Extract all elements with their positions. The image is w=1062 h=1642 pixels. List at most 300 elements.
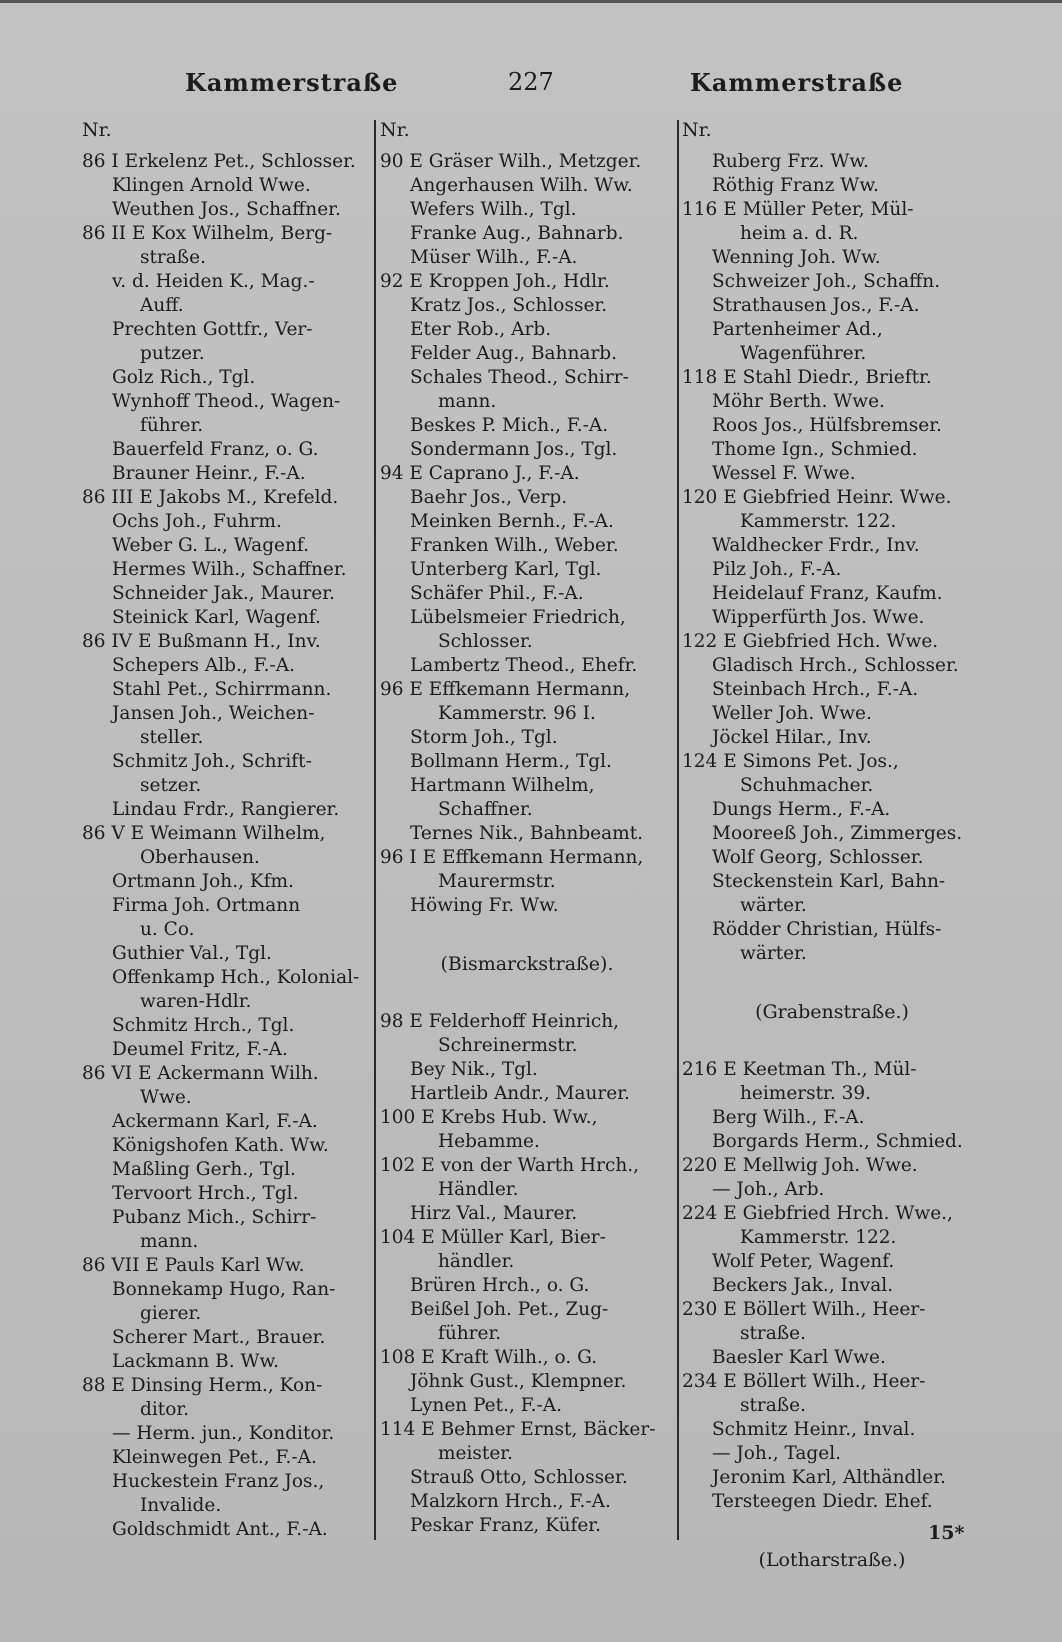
entry-text: 102 E von der Warth Hrch.,	[380, 1155, 639, 1176]
entry-text: Berg Wilh., F.-A.	[712, 1107, 865, 1128]
resident-entry	[82, 1014, 372, 1038]
entry-continuation	[380, 1442, 674, 1466]
entry-text: Ortmann Joh., Kfm.	[112, 871, 294, 892]
entry-text: Steinick Karl, Wagenf.	[112, 607, 321, 628]
entry-text: — Joh., Tagel.	[712, 1443, 842, 1464]
entry-text: Kammerstr. 122.	[740, 1227, 897, 1248]
column-3-entries	[682, 150, 982, 1572]
entry-text: Bollmann Herm., Tgl.	[410, 751, 612, 772]
entry-text: Pubanz Mich., Schirr-	[112, 1207, 317, 1228]
entry-text: 96 E Effkemann Hermann,	[380, 679, 631, 700]
entry-text: Gladisch Hrch., Schlosser.	[712, 655, 959, 676]
entry-text: Müser Wilh., F.-A.	[410, 247, 578, 268]
entry-text: Klingen Arnold Wwe.	[112, 175, 311, 196]
entry-text: Huckestein Franz Jos.,	[112, 1471, 325, 1492]
house-entry	[380, 846, 674, 870]
entry-text: Lambertz Theod., Ehefr.	[410, 655, 638, 676]
entry-continuation	[82, 1086, 372, 1110]
entry-text: Schepers Alb., F.-A.	[112, 655, 295, 676]
house-entry	[682, 1298, 982, 1322]
resident-entry	[82, 198, 372, 222]
entry-text: Roos Jos., Hülfsbremser.	[712, 415, 942, 436]
entry-text: Baesler Karl Wwe.	[712, 1347, 886, 1368]
house-entry	[82, 486, 372, 510]
house-entry	[682, 486, 982, 510]
entry-text: wärter.	[740, 895, 807, 916]
entry-text: 88 E Dinsing Herm., Kon-	[82, 1375, 323, 1396]
entry-text: Wefers Wilh., Tgl.	[410, 199, 577, 220]
entry-continuation	[380, 798, 674, 822]
entry-text: Kammerstr. 96 I.	[438, 703, 596, 724]
entry-text: wärter.	[740, 943, 807, 964]
section-gap	[380, 976, 674, 1010]
entry-text: Oberhausen.	[140, 847, 260, 868]
entry-text: Hebamme.	[438, 1131, 540, 1152]
entry-text: Weuthen Jos., Schaffner.	[112, 199, 341, 220]
entry-text: Kammerstr. 122.	[740, 511, 897, 532]
entry-text: Scherer Mart., Brauer.	[112, 1327, 326, 1348]
resident-entry	[380, 558, 674, 582]
entry-text: 100 E Krebs Hub. Ww.,	[380, 1107, 598, 1128]
entry-text: 86 IV E Bußmann H., Inv.	[82, 631, 321, 652]
resident-entry	[682, 558, 982, 582]
entry-text: 230 E Böllert Wilh., Heer-	[682, 1299, 926, 1320]
entry-text: Angerhausen Wilh. Ww.	[410, 175, 633, 196]
entry-continuation	[380, 1034, 674, 1058]
resident-entry	[682, 726, 982, 750]
entry-text: gierer.	[140, 1303, 202, 1324]
nr-label: Nr.	[82, 119, 112, 141]
resident-entry	[380, 174, 674, 198]
resident-entry	[682, 846, 982, 870]
resident-entry	[82, 1110, 372, 1134]
resident-entry	[380, 1274, 674, 1298]
entry-text: Hermes Wilh., Schaffner.	[112, 559, 347, 580]
house-entry	[380, 1418, 674, 1442]
resident-entry	[682, 1130, 982, 1154]
entry-text: 86 VII E Pauls Karl Ww.	[82, 1255, 305, 1276]
entry-continuation	[380, 870, 674, 894]
entry-text: steller.	[140, 727, 204, 748]
resident-entry	[82, 174, 372, 198]
entry-text: straße.	[740, 1395, 806, 1416]
entry-text: Wolf Peter, Wagenf.	[712, 1251, 895, 1272]
house-entry	[380, 270, 674, 294]
resident-entry	[682, 654, 982, 678]
entry-text: Auff.	[140, 295, 184, 316]
entry-text: Borgards Herm., Schmied.	[712, 1131, 963, 1152]
entry-continuation	[682, 774, 982, 798]
entry-text: Heidelauf Franz, Kaufm.	[712, 583, 943, 604]
resident-entry	[682, 246, 982, 270]
entry-text: Jansen Joh., Weichen-	[112, 703, 315, 724]
resident-entry	[82, 462, 372, 486]
nr-label: Nr.	[380, 119, 410, 141]
resident-entry	[82, 534, 372, 558]
entry-text: 86 I Erkelenz Pet., Schlosser.	[82, 151, 356, 172]
resident-entry	[82, 1350, 372, 1374]
resident-entry	[682, 270, 982, 294]
entry-text: Brüren Hrch., o. G.	[410, 1275, 590, 1296]
entry-text: Maßling Gerh., Tgl.	[112, 1159, 296, 1180]
entry-text: Baehr Jos., Verp.	[410, 487, 568, 508]
entry-text: meister.	[438, 1443, 513, 1464]
entry-continuation	[82, 414, 372, 438]
entry-text: Schweizer Joh., Schaffn.	[712, 271, 941, 292]
column-1	[82, 116, 372, 1542]
entry-text: Lindau Frdr., Rangierer.	[112, 799, 340, 820]
resident-entry	[380, 510, 674, 534]
resident-entry	[82, 1446, 372, 1470]
entry-continuation	[682, 1082, 982, 1106]
entry-continuation	[82, 1302, 372, 1326]
entry-text: Steckenstein Karl, Bahn-	[712, 871, 946, 892]
entry-continuation	[682, 222, 982, 246]
entry-continuation	[380, 1178, 674, 1202]
entry-text: händler.	[438, 1251, 515, 1272]
resident-entry	[682, 318, 982, 342]
house-entry	[82, 222, 372, 246]
entry-text: 94 E Caprano J., F.-A.	[380, 463, 580, 484]
entry-text: Wessel F. Wwe.	[712, 463, 856, 484]
entry-continuation	[82, 246, 372, 270]
resident-entry	[380, 366, 674, 390]
entry-text: Felder Aug., Bahnarb.	[410, 343, 618, 364]
entry-text: Deumel Fritz, F.-A.	[112, 1039, 288, 1060]
entry-text: Schmitz Hrch., Tgl.	[112, 1015, 295, 1036]
resident-entry	[380, 1082, 674, 1106]
resident-entry	[380, 318, 674, 342]
resident-entry	[682, 1346, 982, 1370]
entry-continuation	[82, 774, 372, 798]
entry-text: Wolf Georg, Schlosser.	[712, 847, 924, 868]
entry-text: Tervoort Hrch., Tgl.	[112, 1183, 299, 1204]
entry-text: Malzkorn Hrch., F.-A.	[410, 1491, 611, 1512]
resident-entry	[682, 1178, 982, 1202]
entry-text: Sondermann Jos., Tgl.	[410, 439, 618, 460]
entry-text: 116 E Müller Peter, Mül-	[682, 199, 914, 220]
resident-entry	[380, 246, 674, 270]
entry-text: putzer.	[140, 343, 205, 364]
entry-text: 86 III E Jakobs M., Krefeld.	[82, 487, 339, 508]
street-section-heading: (Grabenstraße.)	[755, 1001, 909, 1023]
entry-continuation	[82, 918, 372, 942]
header-street-right: Kammerstraße	[690, 68, 904, 97]
resident-entry	[380, 606, 674, 630]
resident-entry	[682, 150, 982, 174]
entry-text: Beckers Jak., Inval.	[712, 1275, 894, 1296]
house-entry	[380, 1106, 674, 1130]
entry-text: 98 E Felderhoff Heinrich,	[380, 1011, 620, 1032]
resident-entry	[380, 1058, 674, 1082]
resident-entry	[380, 486, 674, 510]
entry-text: Bey Nik., Tgl.	[410, 1059, 538, 1080]
entry-text: Firma Joh. Ortmann	[112, 895, 301, 916]
entry-text: Franken Wilh., Weber.	[410, 535, 619, 556]
column-2	[380, 116, 674, 1538]
entry-text: 220 E Mellwig Joh. Wwe.	[682, 1155, 918, 1176]
resident-entry	[380, 1394, 674, 1418]
resident-entry	[82, 1326, 372, 1350]
header-street-left: Kammerstraße	[185, 68, 399, 97]
entry-continuation	[682, 942, 982, 966]
entry-continuation	[682, 1322, 982, 1346]
resident-entry	[82, 582, 372, 606]
resident-entry	[380, 1466, 674, 1490]
entry-text: Jöhnk Gust., Klempner.	[410, 1371, 627, 1392]
entry-continuation	[380, 702, 674, 726]
entry-text: Beskes P. Mich., F.-A.	[410, 415, 609, 436]
entry-text: Peskar Franz, Küfer.	[410, 1515, 601, 1536]
entry-continuation	[380, 390, 674, 414]
resident-entry	[380, 414, 674, 438]
entry-text: 108 E Kraft Wilh., o. G.	[380, 1347, 598, 1368]
entry-text: Eter Rob., Arb.	[410, 319, 552, 340]
house-entry	[380, 678, 674, 702]
resident-entry	[380, 1370, 674, 1394]
resident-entry	[82, 1422, 372, 1446]
resident-entry	[682, 822, 982, 846]
column-3	[682, 116, 982, 1572]
resident-entry	[682, 1250, 982, 1274]
entry-text: waren-Hdlr.	[140, 991, 252, 1012]
entry-text: Hartleib Andr., Maurer.	[410, 1083, 630, 1104]
resident-entry	[82, 870, 372, 894]
resident-entry	[82, 894, 372, 918]
entry-text: Schlosser.	[438, 631, 533, 652]
entry-text: 90 E Gräser Wilh., Metzger.	[380, 151, 642, 172]
house-entry	[682, 1154, 982, 1178]
resident-entry	[682, 462, 982, 486]
resident-entry	[682, 798, 982, 822]
resident-entry	[82, 1134, 372, 1158]
house-entry	[82, 1374, 372, 1398]
entry-text: Mooreeß Joh., Zimmerges.	[712, 823, 963, 844]
entry-text: 122 E Giebfried Hch. Wwe.	[682, 631, 939, 652]
entry-text: Hirz Val., Maurer.	[410, 1203, 578, 1224]
resident-entry	[82, 966, 372, 990]
entry-text: Händler.	[438, 1179, 519, 1200]
entry-continuation	[682, 1226, 982, 1250]
nr-label: Nr.	[682, 119, 712, 141]
entry-text: Rödder Christian, Hülfs-	[712, 919, 942, 940]
resident-entry	[82, 942, 372, 966]
street-section-heading: (Bismarckstraße).	[440, 953, 614, 975]
entry-continuation	[682, 342, 982, 366]
resident-entry	[82, 318, 372, 342]
house-entry	[82, 1254, 372, 1278]
house-entry	[682, 366, 982, 390]
top-border	[0, 0, 1062, 3]
entry-text: Hartmann Wilhelm,	[410, 775, 595, 796]
entry-continuation	[82, 726, 372, 750]
house-entry	[82, 630, 372, 654]
entry-text: Schmitz Joh., Schrift-	[112, 751, 312, 772]
entry-text: Möhr Berth. Wwe.	[712, 391, 885, 412]
resident-entry	[682, 1418, 982, 1442]
house-entry	[682, 198, 982, 222]
entry-text: Röthig Franz Ww.	[712, 175, 879, 196]
entry-text: Storm Joh., Tgl.	[410, 727, 558, 748]
entry-text: Wynhoff Theod., Wagen-	[112, 391, 341, 412]
house-entry	[682, 750, 982, 774]
entry-continuation	[380, 1130, 674, 1154]
entry-text: 86 VI E Ackermann Wilh.	[82, 1063, 319, 1084]
resident-entry	[682, 390, 982, 414]
entry-text: Lackmann B. Ww.	[112, 1351, 280, 1372]
street-section-heading: (Lotharstraße.)	[758, 1549, 906, 1571]
entry-text: Wipperfürth Jos. Wwe.	[712, 607, 925, 628]
resident-entry	[682, 918, 982, 942]
entry-text: straße.	[140, 247, 206, 268]
entry-text: Pilz Joh., F.-A.	[712, 559, 842, 580]
entry-continuation	[82, 1230, 372, 1254]
resident-entry	[82, 1038, 372, 1062]
entry-text: Guthier Val., Tgl.	[112, 943, 272, 964]
entry-text: u. Co.	[140, 919, 195, 940]
entry-text: Schmitz Heinr., Inval.	[712, 1419, 916, 1440]
house-entry	[682, 1202, 982, 1226]
resident-entry	[82, 438, 372, 462]
section-gap	[380, 918, 674, 952]
resident-entry	[682, 606, 982, 630]
entry-text: Weller Joh. Wwe.	[712, 703, 872, 724]
entry-text: Lübelsmeier Friedrich,	[410, 607, 626, 628]
entry-text: Jöckel Hilar., Inv.	[712, 727, 872, 748]
entry-text: Golz Rich., Tgl.	[112, 367, 256, 388]
column-1-entries	[82, 150, 372, 1542]
entry-text: Höwing Fr. Ww.	[410, 895, 559, 916]
entry-text: Ackermann Karl, F.-A.	[112, 1111, 318, 1132]
section-gap	[682, 1024, 982, 1058]
entry-text: Bauerfeld Franz, o. G.	[112, 439, 319, 460]
entry-text: 86 V E Weimann Wilhelm,	[82, 823, 326, 844]
entry-continuation	[82, 846, 372, 870]
house-entry	[682, 630, 982, 654]
house-entry	[82, 150, 372, 174]
resident-entry	[682, 1490, 982, 1514]
resident-entry	[82, 678, 372, 702]
entry-continuation	[82, 1494, 372, 1518]
entry-text: Beißel Joh. Pet., Zug-	[410, 1299, 609, 1320]
resident-entry	[682, 414, 982, 438]
resident-entry	[82, 1278, 372, 1302]
entry-text: Waldhecker Frdr., Inv.	[712, 535, 920, 556]
entry-text: — Joh., Arb.	[712, 1179, 825, 1200]
entry-text: Brauner Heinr., F.-A.	[112, 463, 306, 484]
resident-entry	[380, 534, 674, 558]
column-divider-1	[374, 120, 376, 1540]
entry-text: Kleinwegen Pet., F.-A.	[112, 1447, 317, 1468]
entry-text: führer.	[438, 1323, 502, 1344]
entry-text: 124 E Simons Pet. Jos.,	[682, 751, 899, 772]
entry-text: 224 E Giebfried Hrch. Wwe.,	[682, 1203, 953, 1224]
house-entry	[380, 462, 674, 486]
resident-entry	[380, 774, 674, 798]
entry-continuation	[82, 1398, 372, 1422]
resident-entry	[380, 222, 674, 246]
entry-text: Offenkamp Hch., Kolonial-	[112, 967, 360, 988]
resident-entry	[82, 1470, 372, 1494]
entry-continuation	[682, 894, 982, 918]
entry-text: ditor.	[140, 1399, 190, 1420]
signature-mark: 15*	[928, 1522, 965, 1544]
entry-text: Tersteegen Diedr. Ehef.	[712, 1491, 933, 1512]
entry-text: mann.	[140, 1231, 199, 1252]
resident-entry	[82, 798, 372, 822]
entry-text: Unterberg Karl, Tgl.	[410, 559, 602, 580]
entry-text: Ruberg Frz. Ww.	[712, 151, 869, 172]
entry-text: — Herm. jun., Konditor.	[112, 1423, 335, 1444]
entry-continuation	[380, 1322, 674, 1346]
entry-text: v. d. Heiden K., Mag.-	[112, 271, 315, 292]
resident-entry	[82, 1518, 372, 1542]
entry-text: Invalide.	[140, 1495, 222, 1516]
resident-entry	[682, 1466, 982, 1490]
entry-text: Steinbach Hrch., F.-A.	[712, 679, 919, 700]
entry-text: Wwe.	[140, 1087, 192, 1108]
resident-entry	[380, 1490, 674, 1514]
resident-entry	[380, 822, 674, 846]
entry-text: Meinken Bernh., F.-A.	[410, 511, 614, 532]
entry-text: Schreinermstr.	[438, 1035, 578, 1056]
entry-text: 104 E Müller Karl, Bier-	[380, 1227, 606, 1248]
resident-entry	[682, 702, 982, 726]
entry-text: setzer.	[140, 775, 202, 796]
resident-entry	[380, 294, 674, 318]
resident-entry	[82, 390, 372, 414]
resident-entry	[380, 750, 674, 774]
resident-entry	[380, 894, 674, 918]
house-entry	[380, 1346, 674, 1370]
entry-text: Weber G. L., Wagenf.	[112, 535, 309, 556]
resident-entry	[82, 366, 372, 390]
house-entry	[380, 1010, 674, 1034]
resident-entry	[380, 726, 674, 750]
entry-text: 96 I E Effkemann Hermann,	[380, 847, 644, 868]
entry-text: führer.	[140, 415, 204, 436]
resident-entry	[682, 1274, 982, 1298]
entry-text: Wenning Joh. Ww.	[712, 247, 881, 268]
entry-text: Strauß Otto, Schlosser.	[410, 1467, 628, 1488]
resident-entry	[380, 1514, 674, 1538]
resident-entry	[380, 342, 674, 366]
resident-entry	[82, 606, 372, 630]
entry-text: Königshofen Kath. Ww.	[112, 1135, 329, 1156]
entry-continuation	[380, 1250, 674, 1274]
entry-text: Goldschmidt Ant., F.-A.	[112, 1519, 328, 1540]
entry-text: 118 E Stahl Diedr., Brieftr.	[682, 367, 932, 388]
entry-text: Thome Ign., Schmied.	[712, 439, 918, 460]
entry-text: Lynen Pet., F.-A.	[410, 1395, 563, 1416]
house-entry	[380, 1154, 674, 1178]
house-entry	[380, 150, 674, 174]
resident-entry	[682, 582, 982, 606]
column-2-entries	[380, 150, 674, 1538]
entry-text: Schäfer Phil., F.-A.	[410, 583, 584, 604]
entry-text: 86 II E Kox Wilhelm, Berg-	[82, 223, 333, 244]
resident-entry	[82, 270, 372, 294]
resident-entry	[82, 510, 372, 534]
entry-text: Bonnekamp Hugo, Ran-	[112, 1279, 336, 1300]
column-divider-2	[677, 120, 679, 1540]
resident-entry	[682, 870, 982, 894]
resident-entry	[380, 654, 674, 678]
resident-entry	[682, 534, 982, 558]
resident-entry	[82, 1158, 372, 1182]
resident-entry	[682, 438, 982, 462]
entry-text: mann.	[438, 391, 497, 412]
